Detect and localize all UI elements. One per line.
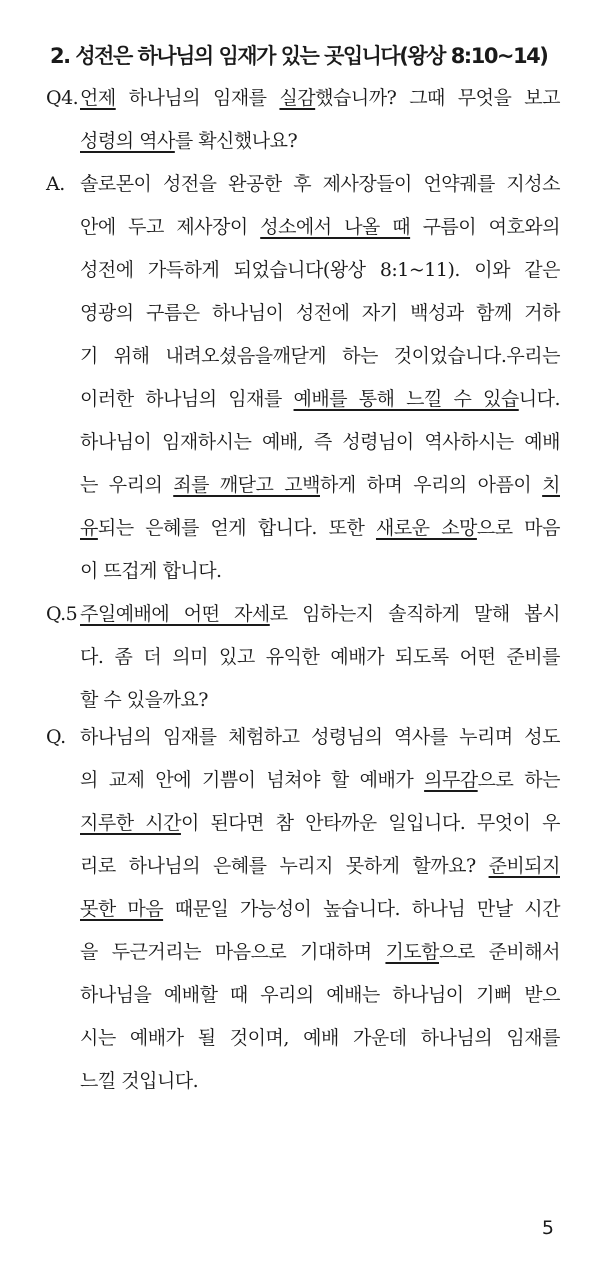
text-line xyxy=(80,249,560,292)
text-segment: 되는 은혜를 얻게 합니다. 또한 xyxy=(97,517,376,539)
text-segment: 하나님의 임재를 체험하고 성령님의 역사를 누리며 성도 xyxy=(80,726,560,748)
underlined-phrase: 언제 xyxy=(80,87,116,109)
text-line xyxy=(80,888,560,931)
text-line xyxy=(80,206,560,249)
text-line xyxy=(80,974,560,1017)
text-segment: 성전에 가득하게 되었습니다(왕상 8:1~11). 이와 같은 xyxy=(80,259,560,281)
underlined-phrase: 기도함 xyxy=(385,941,439,963)
page-number: 5 xyxy=(541,1217,554,1239)
underlined-phrase: 죄를 깨닫고 고백 xyxy=(173,474,320,496)
text-segment: 시는 예배가 될 것이며, 예배 가운데 하나님의 임재를 xyxy=(80,1027,560,1049)
text-segment: 했습니까? 그때 무엇을 보고 xyxy=(315,87,560,109)
text-line xyxy=(80,378,560,421)
text-segment: 안에 두고 제사장이 xyxy=(80,216,261,238)
question-marker: Q.5 xyxy=(46,603,78,625)
text-line xyxy=(80,636,560,679)
text-segment: 를 확신했나요? xyxy=(174,130,298,152)
text-line xyxy=(80,464,560,507)
text-segment: 때문일 가능성이 높습니다. 하나님 만날 시간 xyxy=(163,898,560,920)
underlined-phrase: 성령의 역사 xyxy=(80,130,175,152)
underlined-phrase: 실감 xyxy=(279,87,316,109)
text-line xyxy=(80,163,560,206)
answer-5 xyxy=(46,716,560,1103)
text-segment: 할 수 있을까요? xyxy=(80,689,208,711)
underlined-phrase: 새로운 소망 xyxy=(375,517,477,539)
answer-text xyxy=(80,163,560,593)
text-line xyxy=(80,759,560,802)
text-segment: 을 두근거리는 마음으로 기대하며 xyxy=(80,941,386,963)
text-segment: 하게 하며 우리의 아픔이 xyxy=(320,474,543,496)
underlined-phrase: 준비되지 xyxy=(488,855,560,877)
text-line xyxy=(80,593,560,636)
text-segment: 다. 좀 더 의미 있고 유익한 예배가 되도록 어떤 준비를 xyxy=(80,646,560,668)
text-segment: 의 교제 안에 기쁨이 넘쳐야 할 예배가 xyxy=(80,769,425,791)
text-segment: 하나님의 임재를 xyxy=(115,87,280,109)
text-line xyxy=(80,1060,560,1103)
answer-text xyxy=(80,716,560,1103)
underlined-phrase: 못한 마음 xyxy=(80,898,164,920)
underlined-phrase: 치 xyxy=(542,474,560,496)
question-4 xyxy=(46,77,560,163)
question-marker: Q4. xyxy=(46,87,79,109)
underlined-phrase: 예배를 통해 느낄 수 있습 xyxy=(293,388,519,410)
text-line xyxy=(80,802,560,845)
text-line xyxy=(80,335,560,378)
text-segment: 으로 하는 xyxy=(477,769,560,791)
text-segment: 이 뜨겁게 합니다. xyxy=(80,560,222,582)
text-segment: 구름이 여호와의 xyxy=(410,216,561,238)
text-segment: 느낄 것입니다. xyxy=(80,1070,199,1092)
text-line xyxy=(80,931,560,974)
answer-marker: A. xyxy=(46,173,65,195)
underlined-phrase: 유 xyxy=(80,517,98,539)
text-line xyxy=(80,1017,560,1060)
question-5 xyxy=(46,593,560,722)
text-segment: 으로 준비해서 xyxy=(439,941,560,963)
underlined-phrase: 주일예배에 어떤 자세 xyxy=(80,603,270,625)
question-text xyxy=(80,77,560,163)
text-segment: 솔로몬이 성전을 완공한 후 제사장들이 언약궤를 지성소 xyxy=(80,173,560,195)
question-text xyxy=(80,593,560,722)
answer-4 xyxy=(46,163,560,593)
text-segment: 로 임하는지 솔직하게 말해 봅시 xyxy=(269,603,561,625)
text-segment: 기 위해 내려오셨음을깨닫게 하는 것이었습니다.우리는 xyxy=(80,345,560,367)
text-segment: 하나님이 임재하시는 예배, 즉 성령님이 역사하시는 예배 xyxy=(80,431,560,453)
text-segment: 영광의 구름은 하나님이 성전에 자기 백성과 함께 거하 xyxy=(80,302,560,324)
text-segment: 이러한 하나님의 임재를 xyxy=(80,388,294,410)
text-line xyxy=(80,550,560,593)
text-segment: 리로 하나님의 은혜를 누리지 못하게 할까요? xyxy=(80,855,489,877)
section-heading: 2. 성전은 하나님의 임재가 있는 곳입니다(왕상 8:10~14) xyxy=(50,44,548,68)
text-line xyxy=(80,716,560,759)
text-line xyxy=(80,120,560,163)
underlined-phrase: 의무감 xyxy=(424,769,478,791)
underlined-phrase: 지루한 시간 xyxy=(80,812,181,834)
answer-marker: Q. xyxy=(46,726,66,748)
text-line xyxy=(80,77,560,120)
text-line xyxy=(80,292,560,335)
text-line xyxy=(80,421,560,464)
text-line xyxy=(80,845,560,888)
underlined-phrase: 성소에서 나올 때 xyxy=(260,216,411,238)
text-segment: 니다. xyxy=(518,388,560,410)
text-segment: 으로 마음 xyxy=(476,517,560,539)
text-segment: 하나님을 예배할 때 우리의 예배는 하나님이 기뻐 받으 xyxy=(80,984,560,1006)
text-segment: 는 우리의 xyxy=(80,474,174,496)
text-segment: 이 된다면 참 안타까운 일입니다. 무엇이 우 xyxy=(180,812,560,834)
text-line xyxy=(80,507,560,550)
